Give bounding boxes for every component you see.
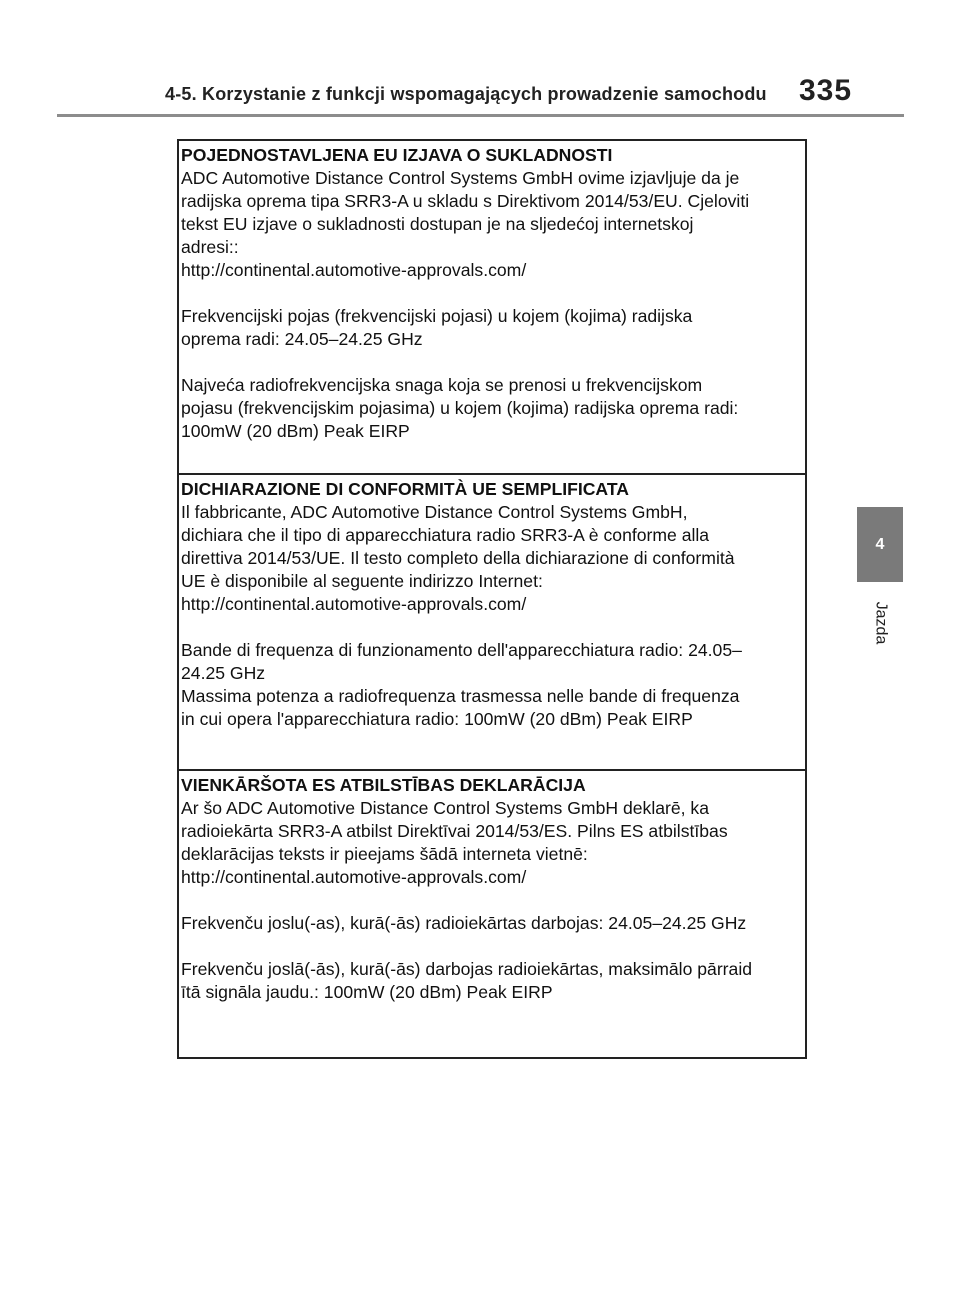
page-number: 335 — [799, 74, 853, 107]
declaration-italian — [179, 473, 805, 769]
declaration-line: tekst EU izjave o sukladnosti dostupan je na sljedećoj internetskoj — [181, 214, 694, 234]
declaration-title: DICHIARAZIONE DI CONFORMITÀ UE SEMPLIFICATA — [181, 479, 629, 499]
declaration-title: VIENKĀRŠOTA ES ATBILSTĪBAS DEKLARĀCIJA — [181, 775, 586, 795]
power-line: in cui opera l'apparecchiatura radio: 100mW (20 dBm) Peak EIRP — [181, 709, 693, 729]
frequency-line: oprema radi: 24.05–24.25 GHz — [181, 329, 423, 349]
declaration-line: adresi:: — [181, 237, 239, 257]
frequency-line: Frekvenču joslu(-as), kurā(-ās) radioiekārtas darbojas: 24.05–24.25 GHz — [181, 913, 747, 933]
declaration-url: http://continental.automotive-approvals.com/ — [181, 260, 527, 280]
paragraph-gap — [181, 282, 805, 305]
declaration-line: deklarācijas teksts ir pieejams šādā interneta vietnē: — [181, 844, 588, 864]
declaration-line: ADC Automotive Distance Control Systems GmbH ovime izjavljuje da je — [181, 168, 740, 188]
declaration-line: direttiva 2014/53/UE. Il testo completo della dichiarazione di conformità — [181, 548, 735, 568]
declaration-line: Ar šo ADC Automotive Distance Control Systems GmbH deklarē, ka — [181, 798, 710, 818]
declaration-line: radijska oprema tipa SRR3-A u skladu s Direktivom 2014/53/EU. Cjeloviti — [181, 191, 750, 211]
power-line: Najveća radiofrekvencijska snaga koja se prenosi u frekvencijskom — [181, 375, 703, 395]
paragraph-gap — [181, 616, 805, 639]
declarations-box — [177, 139, 807, 1059]
declaration-croatian — [179, 141, 805, 473]
declaration-line: UE è disponibile al seguente indirizzo Internet: — [181, 571, 543, 591]
declaration-line: radioiekārta SRR3-A atbilst Direktīvai 2014/53/ES. Pilns ES atbilstības — [181, 821, 728, 841]
power-line: ītā signāla jaudu.: 100mW (20 dBm) Peak EIRP — [181, 982, 553, 1002]
frequency-line: Bande di frequenza di funzionamento dell'apparecchiatura radio: 24.05– — [181, 640, 742, 660]
section-title: 4-5. Korzystanie z funkcji wspomagających prowadzenie samochodu — [165, 84, 767, 104]
paragraph-gap — [181, 351, 805, 374]
page-header — [0, 0, 960, 120]
frequency-line: 24.25 GHz — [181, 663, 266, 683]
declaration-latvian — [179, 769, 805, 1057]
paragraph-gap — [181, 935, 805, 958]
chapter-tab-number: 4 — [875, 535, 885, 553]
power-line: Frekvenču joslā(-ās), kurā(-ās) darbojas radioiekārtas, maksimālo pārraid — [181, 959, 753, 979]
paragraph-gap — [181, 889, 805, 912]
power-line: Massima potenza a radiofrequenza trasmessa nelle bande di frequenza — [181, 686, 740, 706]
header-divider — [57, 114, 904, 117]
declaration-url: http://continental.automotive-approvals.com/ — [181, 594, 527, 614]
declaration-line: dichiara che il tipo di apparecchiatura radio SRR3-A è conforme alla — [181, 525, 710, 545]
power-line: pojasu (frekvencijskim pojasima) u kojem (kojima) radijska oprema radi: — [181, 398, 739, 418]
chapter-tab[interactable] — [857, 507, 903, 582]
declaration-title: POJEDNOSTAVLJENA EU IZJAVA O SUKLADNOSTI — [181, 145, 613, 165]
frequency-line: Frekvencijski pojas (frekvencijski pojasi) u kojem (kojima) radijska — [181, 306, 693, 326]
declaration-line: Il fabbricante, ADC Automotive Distance Control Systems GmbH, — [181, 502, 688, 522]
declaration-url: http://continental.automotive-approvals.com/ — [181, 867, 527, 887]
power-line: 100mW (20 dBm) Peak EIRP — [181, 421, 410, 441]
chapter-tab-label — [863, 588, 897, 658]
chapter-tab-label-text: Jazda — [872, 601, 890, 645]
